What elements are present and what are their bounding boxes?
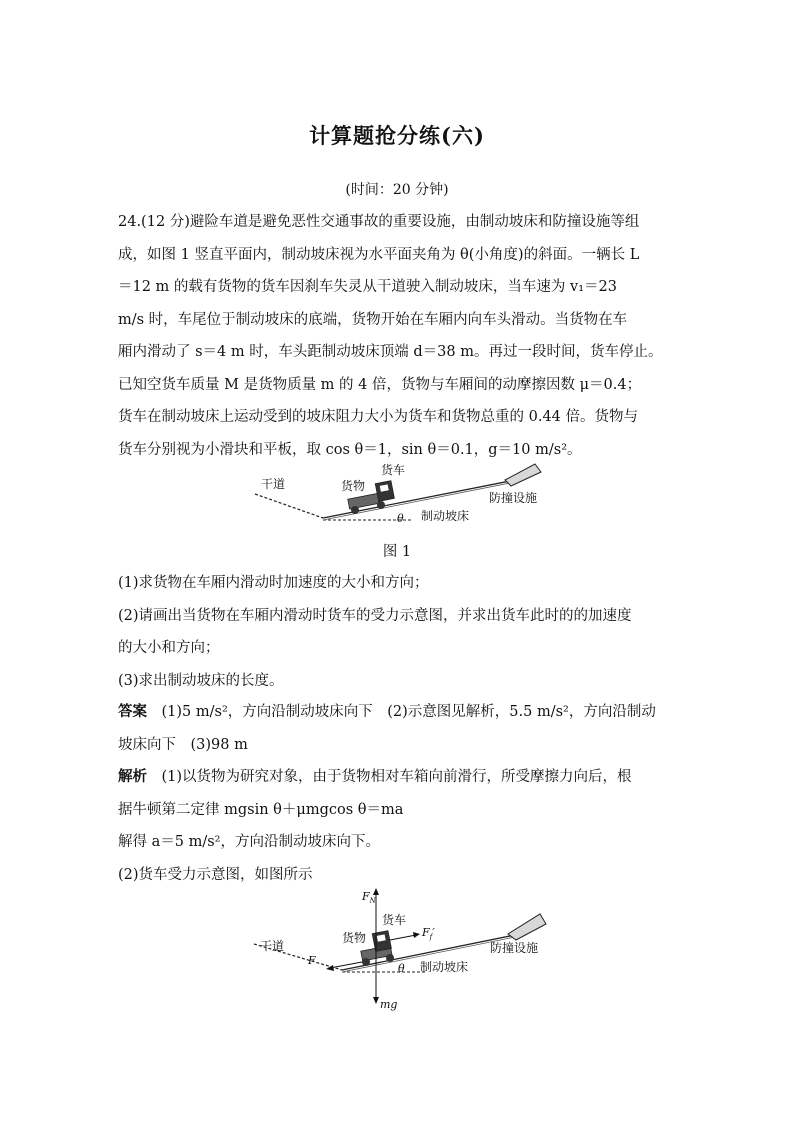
label-angle: θ bbox=[398, 962, 405, 975]
problem-line: 货车分别视为小滑块和平板，取 cos θ＝1，sin θ＝0.1，g＝10 m/s²。 bbox=[118, 441, 582, 458]
question-line: 的大小和方向； bbox=[118, 640, 220, 656]
main-road bbox=[255, 494, 323, 518]
answer-and-analysis bbox=[118, 696, 680, 891]
time-limit: (时间：20 分钟) bbox=[345, 182, 449, 198]
problem-statement bbox=[118, 206, 680, 466]
problem-line: 已知空货车质量 M 是货物质量 m 的 4 倍，货物与车厢间的动摩擦因数 μ＝0.4； bbox=[118, 376, 642, 393]
label-slope: 制动坡床 bbox=[421, 509, 470, 523]
label-cargo: 货物 bbox=[342, 931, 367, 945]
label-normal-force: $F_N$ bbox=[362, 890, 376, 905]
questions bbox=[118, 567, 680, 697]
analysis-label: 解析 bbox=[118, 768, 147, 785]
page-title: 计算题抢分练(六) bbox=[309, 123, 485, 148]
label-cargo: 货物 bbox=[341, 479, 366, 493]
friction-arrow bbox=[390, 935, 416, 940]
problem-line: 厢内滑动了 s＝4 m 时，车头距制动坡床顶端 d＝38 m。再过一段时间，货车停止。 bbox=[118, 344, 663, 360]
analysis-line: 据牛顿第二定律 mgsin θ＋μmgcos θ＝ma bbox=[118, 801, 404, 818]
label-drag: F bbox=[308, 954, 316, 967]
analysis-line: 解得 a＝5 m/s²，方向沿制动坡床向下。 bbox=[118, 834, 380, 850]
problem-line: 24.(12 分)避险车道是避免恶性交通事故的重要设施，由制动坡床和防撞设施等组 bbox=[118, 214, 640, 230]
question-line: (2)请画出当货物在车厢内滑动时货车的受力示意图，并求出货车此时的的加速度 bbox=[118, 607, 632, 624]
problem-line: ＝12 m 的载有货物的货车因刹车失灵从干道驶入制动坡床，当车速为 v₁＝23 bbox=[118, 279, 617, 295]
problem-line: 货车在制动坡床上运动受到的坡床阻力大小为货车和货物总重的 0.44 倍。货物与 bbox=[118, 409, 639, 425]
problem-line: 成，如图 1 竖直平面内，制动坡床视为水平面夹角为 θ(小角度)的斜面。一辆长 L bbox=[118, 246, 640, 263]
barrier-shape bbox=[508, 914, 546, 940]
label-road: 干道 bbox=[260, 939, 285, 953]
analysis-text: (1)以货物为研究对象，由于货物相对车箱向前滑行，所受摩擦力向后，根 bbox=[161, 769, 632, 785]
figure-2-force-diagram bbox=[250, 880, 570, 1015]
label-friction: $F_f'$ bbox=[422, 926, 435, 941]
problem-line: m/s 时，车尾位于制动坡床的底端，货物开始在车厢内向车头滑动。当货物在车 bbox=[118, 311, 628, 328]
label-truck: 货车 bbox=[382, 913, 407, 927]
answer-text: (1)5 m/s²，方向沿制动坡床向下 (2)示意图见解析，5.5 m/s²，方向沿制动 bbox=[161, 704, 656, 720]
label-slope: 制动坡床 bbox=[420, 960, 469, 974]
label-angle: θ bbox=[397, 512, 404, 525]
answer-line bbox=[118, 696, 680, 729]
figure-1-diagram bbox=[245, 458, 565, 530]
question-line: (3)求出制动坡床的长度。 bbox=[118, 672, 284, 689]
analysis-line: (2)货车受力示意图，如图所示 bbox=[118, 866, 313, 883]
answer-line: 坡床向下 (3)98 m bbox=[118, 736, 248, 753]
question-line: (1)求货物在车厢内滑动时加速度的大小和方向； bbox=[118, 575, 429, 591]
label-barrier: 防撞设施 bbox=[489, 491, 538, 505]
label-weight: mg bbox=[380, 998, 398, 1011]
figure-1-caption: 图 1 bbox=[382, 544, 412, 560]
answer-label: 答案 bbox=[118, 703, 147, 720]
label-road: 干道 bbox=[261, 477, 286, 491]
label-truck: 货车 bbox=[381, 463, 406, 477]
label-barrier: 防撞设施 bbox=[490, 941, 539, 955]
barrier-shape bbox=[505, 464, 541, 486]
analysis-line bbox=[118, 761, 680, 794]
